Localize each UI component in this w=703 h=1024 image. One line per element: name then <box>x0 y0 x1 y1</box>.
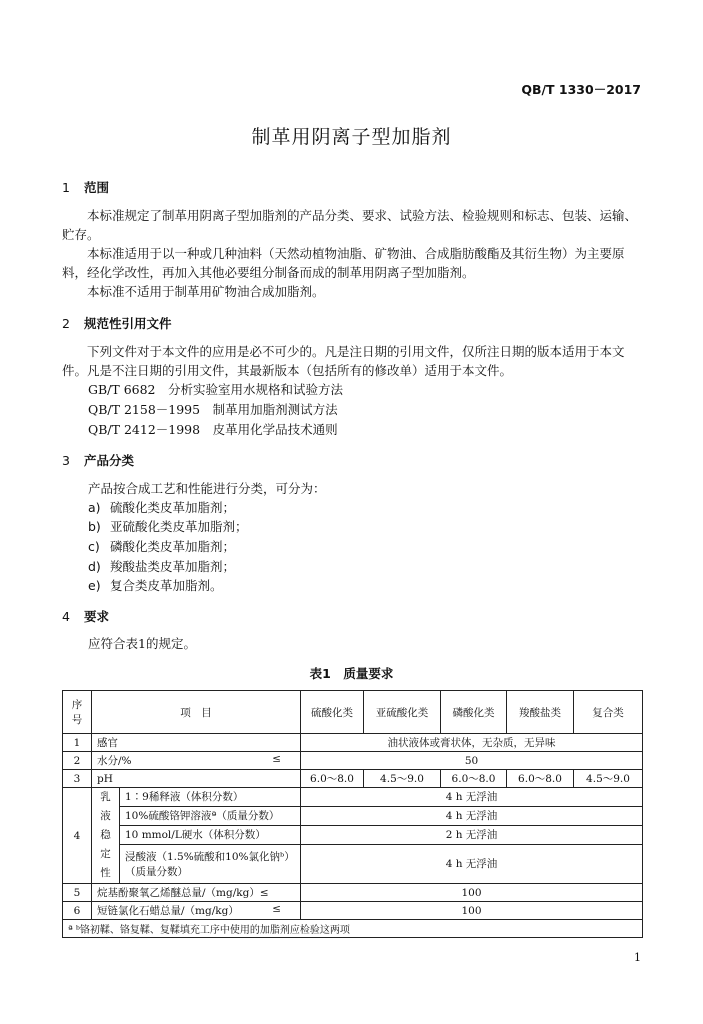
table-row <box>63 770 643 788</box>
table-row <box>63 806 643 825</box>
section-2-heading <box>62 314 172 332</box>
row-item-text: 水分/% <box>97 755 132 767</box>
row-item: 感官 <box>92 734 301 752</box>
reference-gb-6682: GB/T 6682 分析实验室用水规格和试验方法 <box>88 382 344 397</box>
section-3-number: 3 <box>62 453 70 468</box>
table-header-row <box>63 691 643 734</box>
table-footnote: ª ᵇ铬初鞣、铬复鞣、复鞣填充工序中使用的加脂剂应检验这两项 <box>63 920 643 938</box>
header-col-sulfited: 亚硫酸化类 <box>364 691 441 734</box>
row-item: pH <box>92 770 301 788</box>
sub-value: 4 h 无浮油 <box>301 806 643 825</box>
row-value: 4.5～9.0 <box>574 770 643 788</box>
page-number: 1 <box>634 951 641 964</box>
section-1-para-2-line-1: 本标准适用于以一种或几种油料（天然动植物油脂、矿物油、合成脂肪酸酯及其衍生物）为主要原 <box>87 246 625 261</box>
section-1-para-1-line-1: 本标准规定了制革用阴离子型加脂剂的产品分类、要求、试验方法、检验规则和标志、包装、运输、 <box>87 208 638 223</box>
section-1-para-3: 本标准不适用于制革用矿物油合成加脂剂。 <box>87 284 325 299</box>
section-2-para-1-line-2: 件。凡是不注日期的引用文件，其最新版本（包括所有的修改单）适用于本文件。 <box>62 363 513 378</box>
sub-item: 10 mmol/L硬水（体积分数） <box>120 825 301 844</box>
row-number: 2 <box>63 752 92 770</box>
row-number: 3 <box>63 770 92 788</box>
header-item: 项 目 <box>92 691 301 734</box>
header-col-phosphated: 磷酸化类 <box>441 691 507 734</box>
section-3-intro: 产品按合成工艺和性能进行分类，可分为： <box>88 481 326 496</box>
sub-value: 4 h 无浮油 <box>301 788 643 807</box>
list-marker: d) <box>88 559 101 574</box>
header-col-composite: 复合类 <box>574 691 643 734</box>
row-value: 100 <box>301 902 643 920</box>
label-char: 定 <box>100 848 111 860</box>
label-char: 乳 <box>100 791 111 803</box>
table-row <box>63 734 643 752</box>
section-4-number: 4 <box>62 609 70 624</box>
label-char: 稳 <box>100 829 111 841</box>
row-number: 4 <box>63 788 92 884</box>
list-text: 磷酸化类皮革加脂剂； <box>110 539 236 554</box>
sub-item-line-1: 浸酸液（1.5%硫酸和10%氯化钠ᵇ） <box>125 850 295 863</box>
row-item <box>92 902 301 920</box>
section-4-para: 应符合表1的规定。 <box>88 636 196 651</box>
list-item <box>88 557 235 575</box>
document-title: 制革用阴离子型加脂剂 <box>251 126 452 148</box>
row-number: 1 <box>63 734 92 752</box>
table-footnote-row <box>63 920 643 938</box>
list-marker: c) <box>88 539 100 554</box>
row-item <box>92 752 301 770</box>
list-marker: a) <box>88 500 101 515</box>
header-col-sulfated: 硫酸化类 <box>301 691 364 734</box>
row-number: 6 <box>63 902 92 920</box>
header-seq-char-2: 号 <box>71 714 83 726</box>
list-text: 亚硫酸化类皮革加脂剂； <box>110 519 248 534</box>
sub-item-line-2: （质量分数） <box>125 865 188 878</box>
list-marker: e) <box>88 578 101 593</box>
list-item <box>88 576 223 594</box>
sub-item <box>120 844 301 883</box>
section-4-heading <box>62 607 109 625</box>
table-row <box>63 902 643 920</box>
list-marker: b) <box>88 519 101 534</box>
row-value: 6.0～8.0 <box>507 770 574 788</box>
list-text: 羧酸盐类皮革加脂剂； <box>110 559 236 574</box>
table-row <box>63 884 643 902</box>
list-text: 复合类皮革加脂剂。 <box>110 578 223 593</box>
row-operator: ≤ <box>272 753 281 765</box>
table-row <box>63 752 643 770</box>
section-2-title: 规范性引用文件 <box>84 316 172 331</box>
row-item: 烷基酚聚氧乙烯醚总量/（mg/kg）≤ <box>92 884 301 902</box>
section-1-para-2-line-2: 料，经化学改性，再加入其他必要组分制备而成的制革用阴离子型加脂剂。 <box>62 265 475 280</box>
section-1-title: 范围 <box>84 180 110 195</box>
row-value: 4.5～9.0 <box>364 770 441 788</box>
reference-qb-2158: QB/T 2158－1995 制革用加脂剂测试方法 <box>88 402 338 417</box>
row-value: 6.0～8.0 <box>301 770 364 788</box>
table-caption: 表1 质量要求 <box>309 666 394 681</box>
row-value: 油状液体或膏状体，无杂质，无异味 <box>301 734 643 752</box>
sub-value: 4 h 无浮油 <box>301 844 643 883</box>
label-char: 液 <box>100 810 111 822</box>
table-row <box>63 788 643 807</box>
header-seq <box>63 691 92 734</box>
header-col-carboxylate: 羧酸盐类 <box>507 691 574 734</box>
row-operator: ≤ <box>272 903 281 915</box>
label-char: 性 <box>100 867 111 879</box>
section-1-heading <box>62 178 109 196</box>
standard-number: QB/T 1330－2017 <box>521 82 641 97</box>
header-seq-char-1: 序 <box>71 699 83 711</box>
list-text: 硫酸化类皮革加脂剂； <box>110 500 236 515</box>
row-item-text: 短链氯化石蜡总量/（mg/kg） <box>97 905 239 917</box>
section-2-number: 2 <box>62 316 70 331</box>
section-1-para-1-line-2: 贮存。 <box>62 227 100 242</box>
table-row <box>63 844 643 883</box>
list-item <box>88 537 235 555</box>
row-value: 6.0～8.0 <box>441 770 507 788</box>
reference-qb-2412: QB/T 2412－1998 皮革用化学品技术通则 <box>88 422 338 437</box>
section-1-number: 1 <box>62 180 70 195</box>
section-3-title: 产品分类 <box>84 453 135 468</box>
section-4-title: 要求 <box>84 609 110 624</box>
sub-item: 10%硫酸铬钾溶液ª（质量分数） <box>120 806 301 825</box>
emulsion-stability-label <box>92 788 120 884</box>
sub-item: 1∶9稀释液（体积分数） <box>120 788 301 807</box>
row-number: 5 <box>63 884 92 902</box>
list-item <box>88 498 235 516</box>
row-value: 100 <box>301 884 643 902</box>
section-3-heading <box>62 451 134 469</box>
table-row <box>63 825 643 844</box>
sub-value: 2 h 无浮油 <box>301 825 643 844</box>
list-item <box>88 517 248 535</box>
row-value: 50 <box>301 752 643 770</box>
section-2-para-1-line-1: 下列文件对于本文件的应用是必不可少的。凡是注日期的引用文件，仅所注日期的版本适用于本文 <box>87 344 625 359</box>
quality-requirements-table <box>62 690 643 938</box>
